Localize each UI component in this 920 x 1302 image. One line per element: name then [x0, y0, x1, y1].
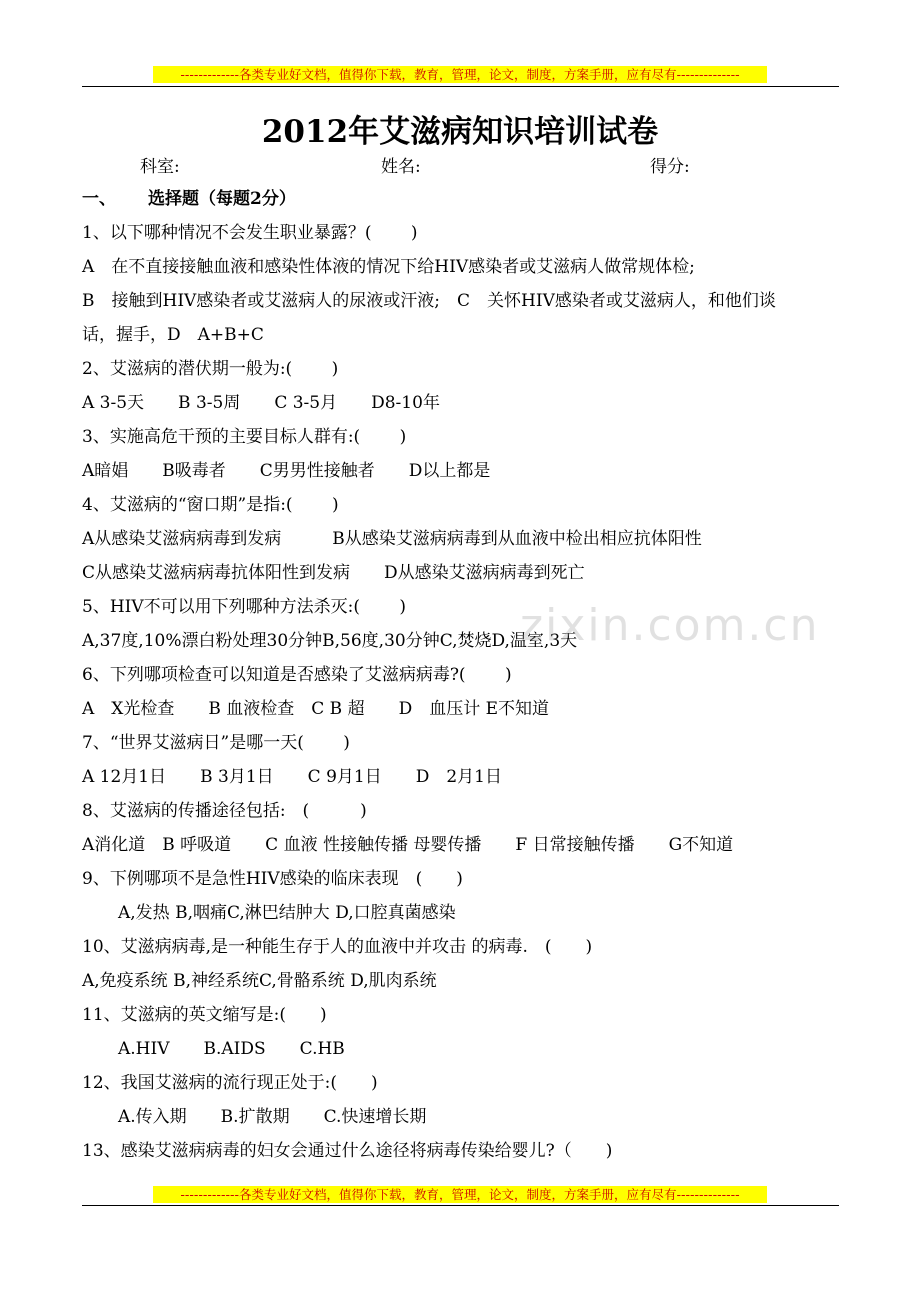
question-1-options-bc: B 接触到HIV感染者或艾滋病人的尿液或汗液; C 关怀HIV感染者或艾滋病人，和他们谈 [82, 291, 776, 311]
header-banner: -------------各类专业好文档，值得你下载，教育，管理，论文，制度，方案手册，应有尽有-------------- [153, 66, 767, 83]
section-number: 一、 [82, 189, 116, 209]
footer-banner: -------------各类专业好文档，值得你下载，教育，管理，论文，制度，方案手册，应有尽有-------------- [153, 1186, 767, 1203]
question-1-option-a: A 在不直接接触血液和感染性体液的情况下给HIV感染者或艾滋病人做常规体检; [82, 257, 695, 277]
question-11: 11、艾滋病的英文缩写是:( ) [82, 1005, 327, 1025]
question-10-options: A,免疫系统 B,神经系统C,骨骼系统 D,肌肉系统 [82, 971, 437, 991]
question-4-options-ab: A从感染艾滋病病毒到发病 B从感染艾滋病病毒到从血液中检出相应抗体阳性 [82, 529, 702, 549]
score-field-label: 得分: [650, 157, 690, 177]
question-7: 7、“世界艾滋病日”是哪一天( ) [82, 733, 350, 753]
question-3: 3、实施高危干预的主要目标人群有:( ) [82, 427, 407, 447]
question-6-options: A X光检查 B 血液检查 C B 超 D 血压计 E不知道 [82, 699, 550, 719]
page-title: 2012年艾滋病知识培训试卷 [261, 114, 659, 150]
question-11-options: A.HIV B.AIDS C.HB [118, 1039, 345, 1059]
question-8-options: A消化道 B 呼吸道 C 血液 性接触传播 母婴传播 F 日常接触传播 G不知道 [82, 835, 734, 855]
name-field-label: 姓名: [381, 157, 421, 177]
dept-field-label: 科室: [140, 157, 180, 177]
question-8: 8、艾滋病的传播途径包括: ( ) [82, 801, 367, 821]
footer-rule [82, 1205, 839, 1206]
watermark: zixin.com.cn [520, 600, 820, 651]
question-2: 2、艾滋病的潜伏期一般为:( ) [82, 359, 339, 379]
section-label: 选择题（每题2分） [148, 189, 296, 209]
question-1: 1、以下哪种情况不会发生职业暴露？( ) [82, 223, 418, 243]
question-9: 9、下例哪项不是急性HIV感染的临床表现 ( ) [82, 869, 463, 889]
header-rule [82, 86, 839, 87]
question-7-options: A 12月1日 B 3月1日 C 9月1日 D 2月1日 [82, 767, 502, 787]
question-3-options: A暗娼 B吸毒者 C男男性接触者 D以上都是 [82, 461, 491, 481]
section-heading [82, 188, 296, 210]
question-4: 4、艾滋病的“窗口期”是指:( ) [82, 495, 339, 515]
question-12-options: A.传入期 B.扩散期 C.快速增长期 [118, 1107, 427, 1127]
question-12: 12、我国艾滋病的流行现正处于:( ) [82, 1073, 378, 1093]
question-1-option-d: 话，握手，D A+B+C [82, 325, 264, 345]
question-5-options: A,37度,10%漂白粉处理30分钟B,56度,30分钟C,焚烧D,温室,3天 [82, 631, 578, 651]
question-6: 6、下列哪项检查可以知道是否感染了艾滋病病毒?( ) [82, 665, 512, 685]
question-4-options-cd: C从感染艾滋病病毒抗体阳性到发病 D从感染艾滋病病毒到死亡 [82, 563, 585, 583]
question-2-options: A 3-5天 B 3-5周 C 3-5月 D8-10年 [82, 393, 440, 413]
question-10: 10、艾滋病病毒,是一种能生存于人的血液中并攻击 的病毒. ( ) [82, 937, 593, 957]
question-13: 13、感染艾滋病病毒的妇女会通过什么途径将病毒传染给婴儿?（ ) [82, 1141, 613, 1161]
question-5: 5、HIV不可以用下列哪种方法杀灭:( ) [82, 597, 407, 617]
question-9-options: A,发热 B,咽痛C,淋巴结肿大 D,口腔真菌感染 [118, 903, 456, 923]
